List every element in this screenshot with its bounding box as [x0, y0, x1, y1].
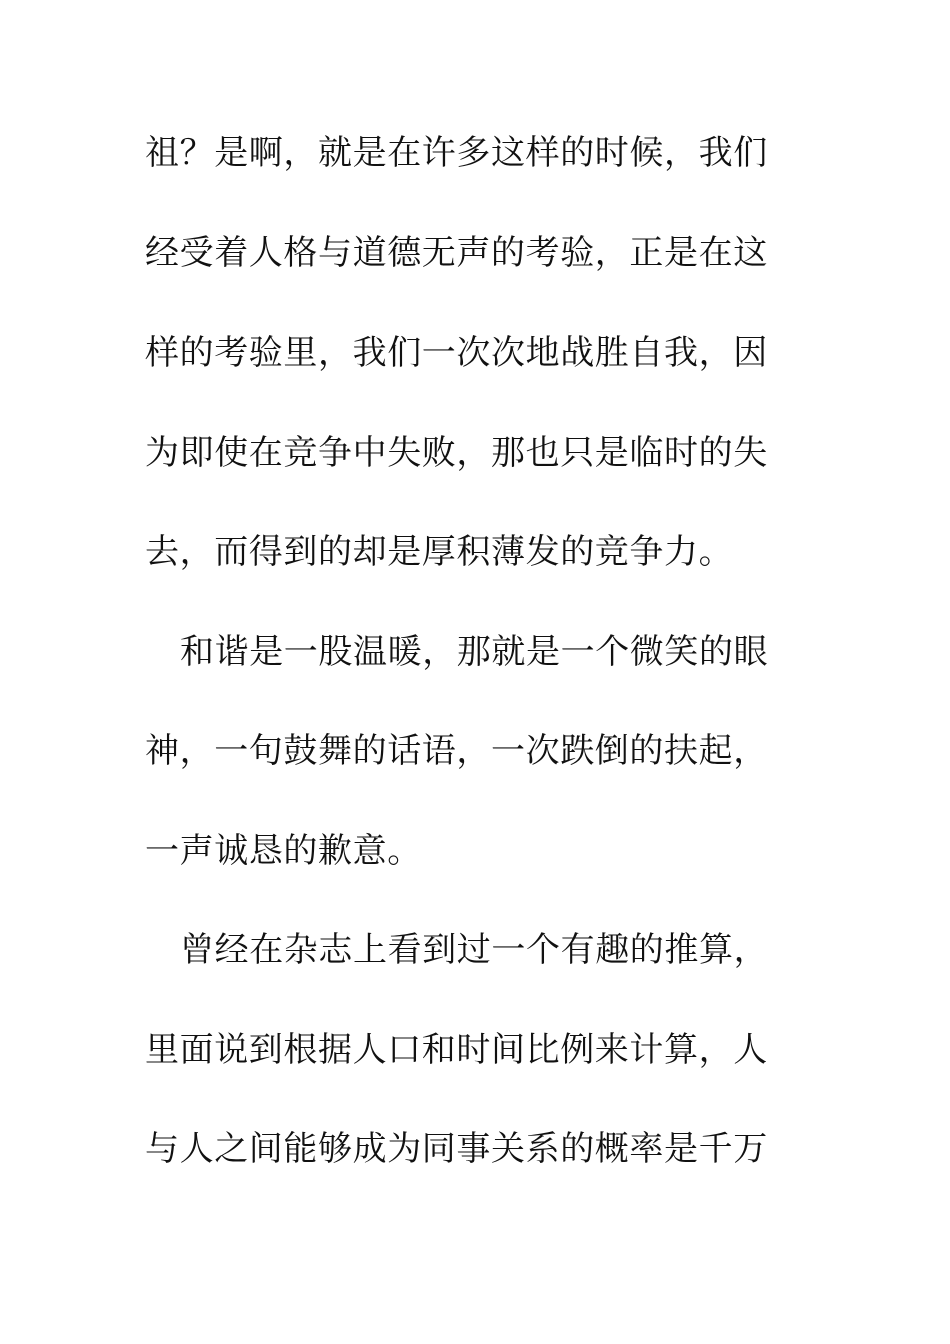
text-line: 一声诚恳的歉意。	[145, 831, 422, 871]
text-line: 去，而得到的却是厚积薄发的竞争力。	[145, 532, 734, 572]
paragraph-first-line: 曾经在杂志上看到过一个有趣的推算，	[180, 930, 769, 970]
text-line: 与人之间能够成为同事关系的概率是千万	[145, 1129, 768, 1169]
text-line: 祖？是啊，就是在许多这样的时候，我们	[145, 133, 768, 173]
text-line: 经受着人格与道德无声的考验，正是在这	[145, 233, 768, 273]
paragraph-first-line: 和谐是一股温暖，那就是一个微笑的眼	[180, 632, 769, 672]
text-line: 神，一句鼓舞的话语，一次跌倒的扶起，	[145, 731, 768, 771]
text-line: 样的考验里，我们一次次地战胜自我，因	[145, 333, 768, 373]
text-line: 为即使在竞争中失败，那也只是临时的失	[145, 433, 768, 473]
text-line: 里面说到根据人口和时间比例来计算，人	[145, 1030, 768, 1070]
